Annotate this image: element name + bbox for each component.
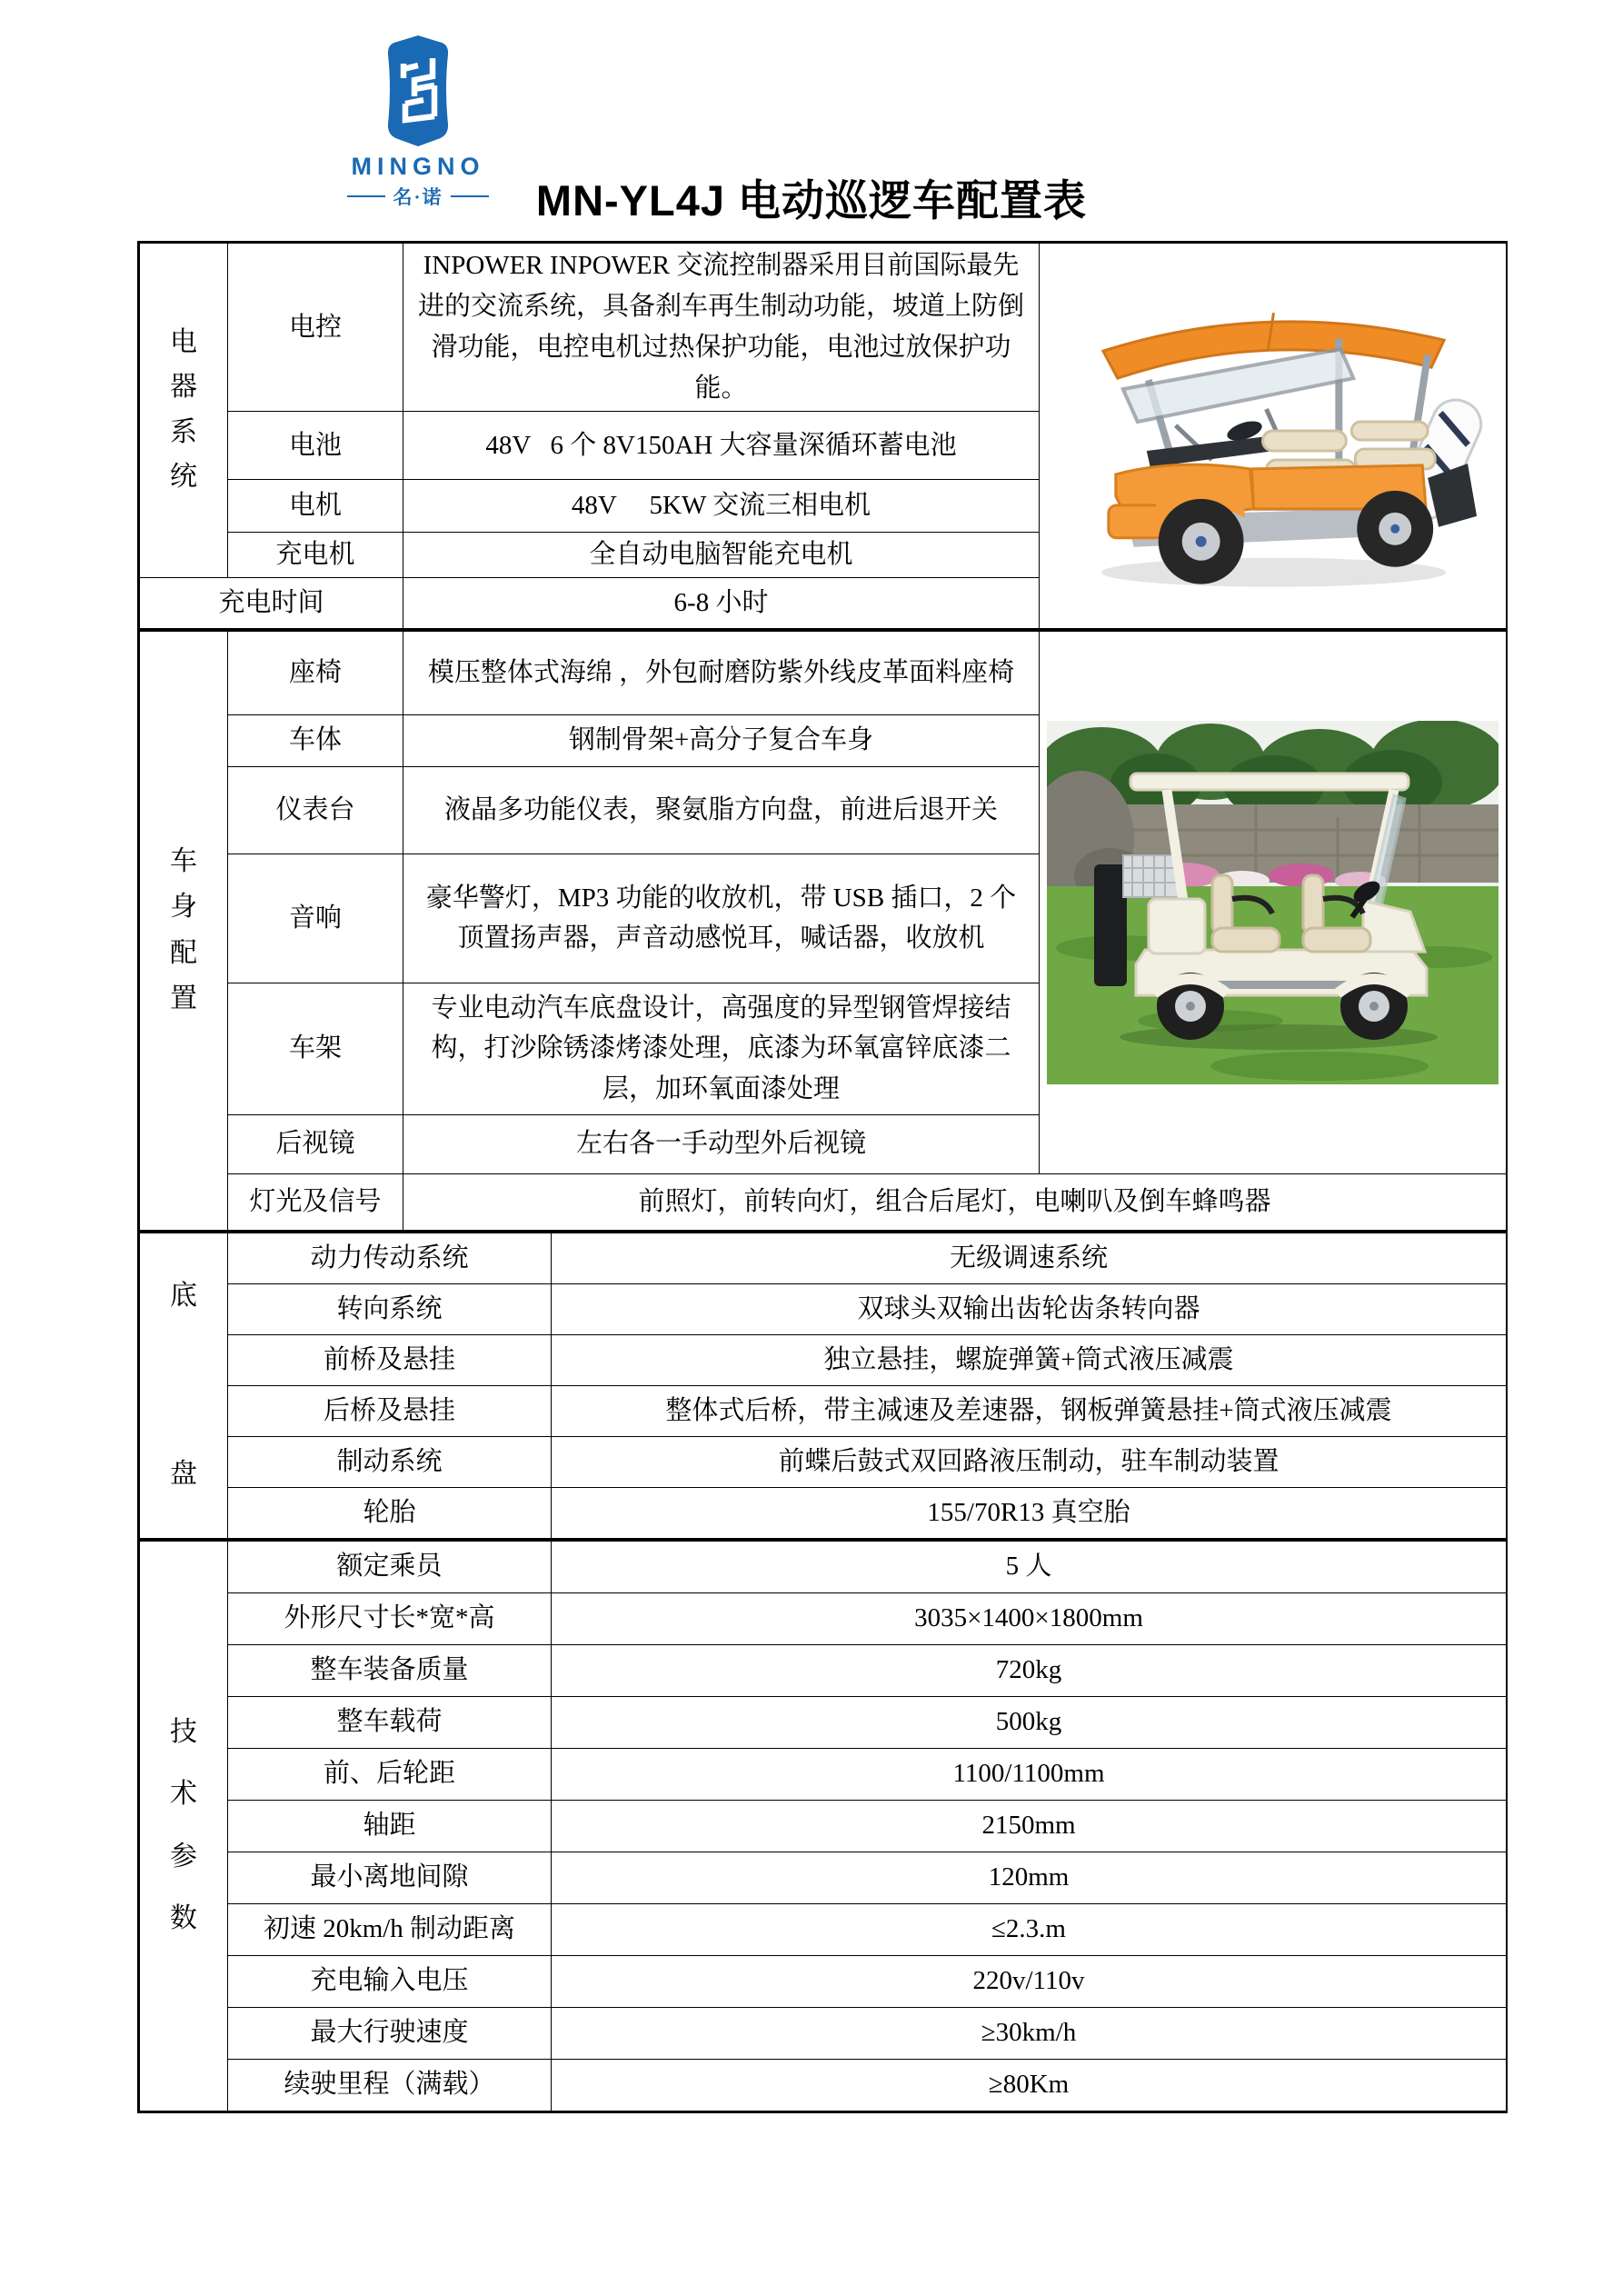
row-value: 整体式后桥，带主减速及差速器，钢板弹簧悬挂+筒式液压减震 (552, 1385, 1507, 1436)
row-label: 电机 (228, 480, 403, 533)
brand-name: MINGNO (351, 153, 485, 180)
row-label-charging-time: 充电时间 (140, 577, 403, 628)
row-label: 前桥及悬挂 (228, 1334, 552, 1385)
row-value: 120mm (552, 1852, 1507, 1903)
row-value: ≤2.3.m (552, 1903, 1507, 1955)
row-label: 车架 (228, 983, 403, 1114)
orange-cart-illustration (1040, 244, 1506, 627)
row-value: 2150mm (552, 1800, 1507, 1852)
row-label: 整车装备质量 (228, 1644, 552, 1696)
row-value: 专业电动汽车底盘设计，高强度的异型钢管焊接结构，打沙除锈漆烤漆处理，底漆为环氧富锌底漆二层，加环氧面漆处理 (403, 983, 1040, 1114)
section-label-body: 车 身 配 置 (140, 631, 228, 1230)
row-value: 155/70R13 真空胎 (552, 1487, 1507, 1538)
row-value: 48V 6 个 8V150AH 大容量深循环蓄电池 (403, 412, 1040, 480)
section-chassis (139, 1231, 1506, 1539)
row-label-lights: 灯光及信号 (228, 1173, 403, 1230)
row-value: 48V 5KW 交流三相电机 (403, 480, 1040, 533)
row-value: 720kg (552, 1644, 1507, 1696)
row-value: 双球头双输出齿轮齿条转向器 (552, 1283, 1507, 1334)
row-value: ≥80Km (552, 2059, 1507, 2111)
row-label: 制动系统 (228, 1436, 552, 1487)
row-label: 前、后轮距 (228, 1748, 552, 1800)
row-label: 初速 20km/h 制动距离 (228, 1903, 552, 1955)
row-value: 液晶多功能仪表，聚氨脂方向盘，前进后退开关 (403, 766, 1040, 854)
row-label: 车体 (228, 714, 403, 766)
row-value: 500kg (552, 1696, 1507, 1748)
section-electrical (139, 243, 1506, 629)
row-value: 钢制骨架+高分子复合车身 (403, 714, 1040, 766)
row-value: 豪华警灯，MP3 功能的收放机，带 USB 插口，2 个顶置扬声器，声音动感悦耳，喊话器，收放机 (403, 854, 1040, 983)
row-label: 轴距 (228, 1800, 552, 1852)
row-label: 仪表台 (228, 766, 403, 854)
row-value: 220v/110v (552, 1955, 1507, 2007)
row-label: 充电机 (228, 533, 403, 578)
row-value-charging-time: 6-8 小时 (403, 577, 1040, 628)
row-label: 续驶里程（满载） (228, 2059, 552, 2111)
row-label: 整车载荷 (228, 1696, 552, 1748)
row-label: 后桥及悬挂 (228, 1385, 552, 1436)
row-value: 无级调速系统 (552, 1233, 1507, 1283)
spec-table (137, 241, 1508, 2113)
row-label: 最大行驶速度 (228, 2007, 552, 2059)
brand-name-cn: 名·诺 (393, 186, 443, 208)
row-value: 独立悬挂，螺旋弹簧+筒式液压减震 (552, 1334, 1507, 1385)
row-label: 音响 (228, 854, 403, 983)
section-label-chassis: 底 盘 (140, 1233, 228, 1538)
shield-icon (382, 33, 454, 149)
row-value: INPOWER INPOWER 交流控制器采用目前国际最先进的交流系统，具备刹车再生制动功能，坡道上防倒滑功能，电控电机过热保护功能，电池过放保护功能。 (403, 244, 1040, 412)
row-label: 外形尺寸长*宽*高 (228, 1592, 552, 1644)
row-value: 3035×1400×1800mm (552, 1592, 1507, 1644)
row-label: 额定乘员 (228, 1541, 552, 1592)
section-label-electrical: 电 器 系 统 (140, 244, 228, 578)
row-label: 电控 (228, 244, 403, 412)
section-label-specs: 技 术 参 数 (140, 1541, 228, 2111)
row-label: 电池 (228, 412, 403, 480)
row-label: 充电输入电压 (228, 1955, 552, 2007)
section-specs (139, 1539, 1506, 2111)
row-value-lights: 前照灯，前转向灯，组合后尾灯，电喇叭及倒车蜂鸣器 (403, 1173, 1507, 1230)
cream-cart-illustration (1047, 721, 1499, 1084)
row-value: 1100/1100mm (552, 1748, 1507, 1800)
row-value: 前蝶后鼓式双回路液压制动，驻车制动装置 (552, 1436, 1507, 1487)
row-label: 动力传动系统 (228, 1233, 552, 1283)
row-label: 后视镜 (228, 1114, 403, 1173)
page-title: MN-YL4J 电动巡逻车配置表 (535, 176, 1088, 225)
section-body (139, 629, 1506, 1231)
vehicle-photo-front (1040, 244, 1507, 629)
row-label: 转向系统 (228, 1283, 552, 1334)
row-value: 模压整体式海绵 ，外包耐磨防紫外线皮革面料座椅 (403, 631, 1040, 714)
row-value: 全自动电脑智能充电机 (403, 533, 1040, 578)
vehicle-photo-side (1040, 631, 1507, 1173)
row-value: 5 人 (552, 1541, 1507, 1592)
row-value: ≥30km/h (552, 2007, 1507, 2059)
row-value: 左右各一手动型外后视镜 (403, 1114, 1040, 1173)
row-label: 最小离地间隙 (228, 1852, 552, 1903)
row-label: 轮胎 (228, 1487, 552, 1538)
row-label: 座椅 (228, 631, 403, 714)
